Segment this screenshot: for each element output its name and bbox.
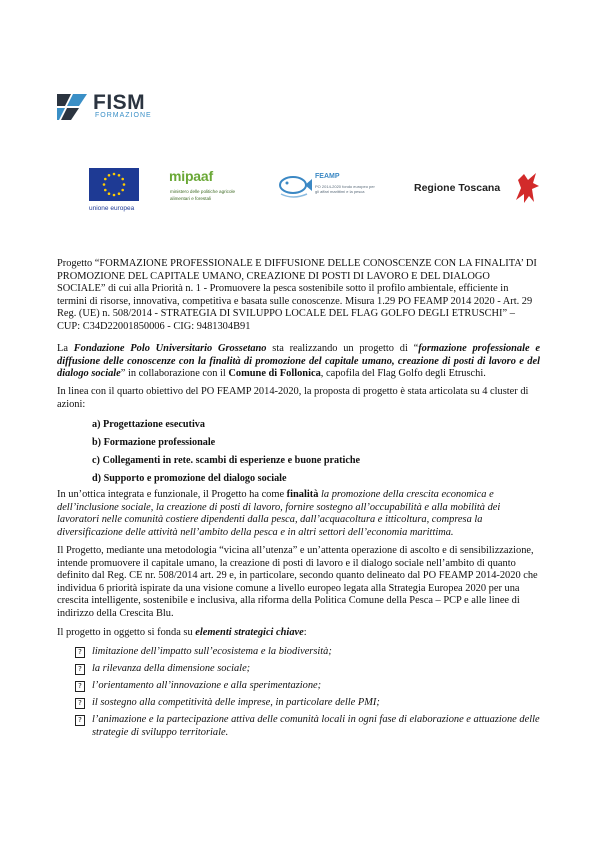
regione-toscana-logo — [414, 170, 542, 210]
missing-glyph-icon: ? — [75, 647, 85, 658]
text-fragment: ” in collaborazione con il — [120, 368, 229, 380]
feamp-subtitle: PO 2014-2020 fondo europeo per gli affari marittimi e la pesca — [315, 184, 375, 194]
text-fragment: sta realizzando un progetto di “ — [266, 343, 419, 354]
eu-label: unione europea — [89, 205, 135, 212]
feamp-name: FEAMP — [315, 173, 340, 180]
elementi-label: elementi strategici chiave — [195, 627, 304, 638]
paragraph-cluster-intro-text: In linea con il quarto obiettivo del PO FEAMP 2014-2020, la proposta di progetto è stata articolata su 4 cluster di azioni: — [57, 386, 529, 410]
pegasus-icon — [512, 170, 542, 206]
list-item-text: limitazione dell’impatto sull’ecosistema e la biodiversità; — [92, 646, 332, 657]
text-fragment: , capofila del Flag Golfo degli Etruschi. — [320, 368, 486, 380]
text-fragment: La — [57, 343, 74, 354]
finalita-text: la promozione della crescita economica e dell’inclusione sociale, la creazione di posti di lavoro, fornire sostegno all’occupabilità e alla mobilità dei lavoratori nelle comunità costiere dipendenti dalla pesca, dall’acquacoltura e itticoltura, compresa la diversificazione delle attività nell’ambito della pesca e in altri settori dell’economia marittima. — [57, 489, 501, 538]
mipaaf-name: mipaaf — [169, 168, 213, 184]
text-fragment: : — [303, 627, 307, 638]
comune-name: Comune di Follonica — [228, 368, 321, 380]
finalita-label: finalità — [286, 489, 319, 500]
fondazione-name: Fondazione Polo Universitario Grossetano — [73, 343, 267, 354]
paragraph-finalita — [57, 489, 540, 539]
list-item-text: la rilevanza della dimensione sociale; — [92, 663, 251, 674]
project-intro — [57, 258, 540, 334]
paragraph-metodologia — [57, 545, 540, 621]
fism-logo-subtitle: FORMAZIONE — [95, 112, 152, 119]
fism-logo — [57, 90, 167, 124]
missing-glyph-icon: ? — [75, 698, 85, 709]
cluster-item: d) Supporto e promozione del dialogo sociale — [92, 473, 287, 484]
regione-toscana-name: Regione Toscana — [414, 182, 501, 194]
list-item-text: l’animazione e la partecipazione attiva delle comunità locali in ogni fase di elaborazione e attuazione delle strategie di sviluppo territoriale. — [92, 714, 540, 738]
paragraph-fondazione — [57, 343, 540, 381]
mipaaf-subtitle: ministero delle politiche agricole alimentari e forestali — [170, 189, 236, 201]
cluster-item: b) Formazione professionale — [92, 437, 216, 448]
missing-glyph-icon: ? — [75, 681, 85, 692]
strategic-elements-list — [75, 646, 540, 746]
cluster-item: c) Collegamenti in rete. scambi di esperienze e buone pratiche — [92, 455, 361, 466]
paragraph-metodologia-text: Il Progetto, mediante una metodologia “vicina all’utenza” e un’attenta operazione di ascolto e di sensibilizzazione, intende promuovere il capitale umano, la creazione di posti di lavoro e il dialogo sociale nell’ambito di quanto definito dal Reg. CE nr. 508/2014 art. 29 e, in particolare, secondo quanto delineato dal PO FEAMP 2014-2020 che individua 6 priorità ispirate da una visione comune a livello europeo legata alla Strategia Europea 2020 per una crescita intelligente, sostenibile e inclusiva, alla riforma della Politica Comune della Pesca – PCP e alle linee di indirizzo della Crescita Blu. — [57, 545, 538, 619]
project-title: formazione professionale e diffusione delle conoscenze con la finalità di promozione del capitale umano, creazione di posti di lavoro e del dialogo sociale — [57, 343, 540, 380]
eu-flag-icon — [89, 168, 139, 201]
text-fragment: In un’ottica integrata e funzionale, il Progetto ha come — [57, 489, 287, 500]
text-fragment: Il progetto in oggetto si fonda su — [57, 627, 196, 638]
fism-mark-icon — [57, 94, 89, 120]
paragraph-elementi — [57, 627, 540, 640]
missing-glyph-icon: ? — [75, 715, 85, 726]
paragraph-elementi-text — [57, 627, 540, 640]
paragraph-finalita-text — [57, 489, 540, 539]
mipaaf-logo — [169, 170, 249, 220]
list-item-text: il sostegno alla competitività delle imprese, in particolare delle PMI; — [92, 697, 380, 708]
feamp-logo — [277, 170, 377, 216]
project-intro-text: Progetto “FORMAZIONE PROFESSIONALE E DIFFUSIONE DELLE CONOSCENZE CON LA FINALITA’ DI PROMOZIONE DEL CAPITALE UMANO, CREAZIONE DI POSTI DI LAVORO E DEL DIALOGO SOCIALE” di cui alla Priorità n. 1 - Promuovere la pesca sostenibile sotto il profilo ambientale, efficiente in termini di risorse, innovativa, competitiva e basata sulle conoscenze. Misura 1.29 PO FEAMP 2014 2020 - Art. 29 Reg. (UE) n. 508/2014 - STRATEGIA DI SVILUPPO LOCALE DEL FLAG GOLFO DEGLI ETRUSCHI” – CUP: C34D22001850006 - CIG: 9481304B91 — [57, 258, 537, 332]
cluster-list — [92, 419, 512, 489]
fism-logo-name: FISM — [93, 91, 146, 114]
paragraph-fondazione-text — [57, 343, 540, 381]
paragraph-cluster-intro — [57, 386, 540, 411]
cluster-item: a) Progettazione esecutiva — [92, 419, 205, 430]
list-item-text: l’orientamento all’innovazione e alla sperimentazione; — [92, 680, 322, 691]
eu-logo — [89, 168, 147, 224]
missing-glyph-icon: ? — [75, 664, 85, 675]
feamp-fish-icon — [277, 170, 313, 200]
partner-logos — [60, 152, 542, 224]
